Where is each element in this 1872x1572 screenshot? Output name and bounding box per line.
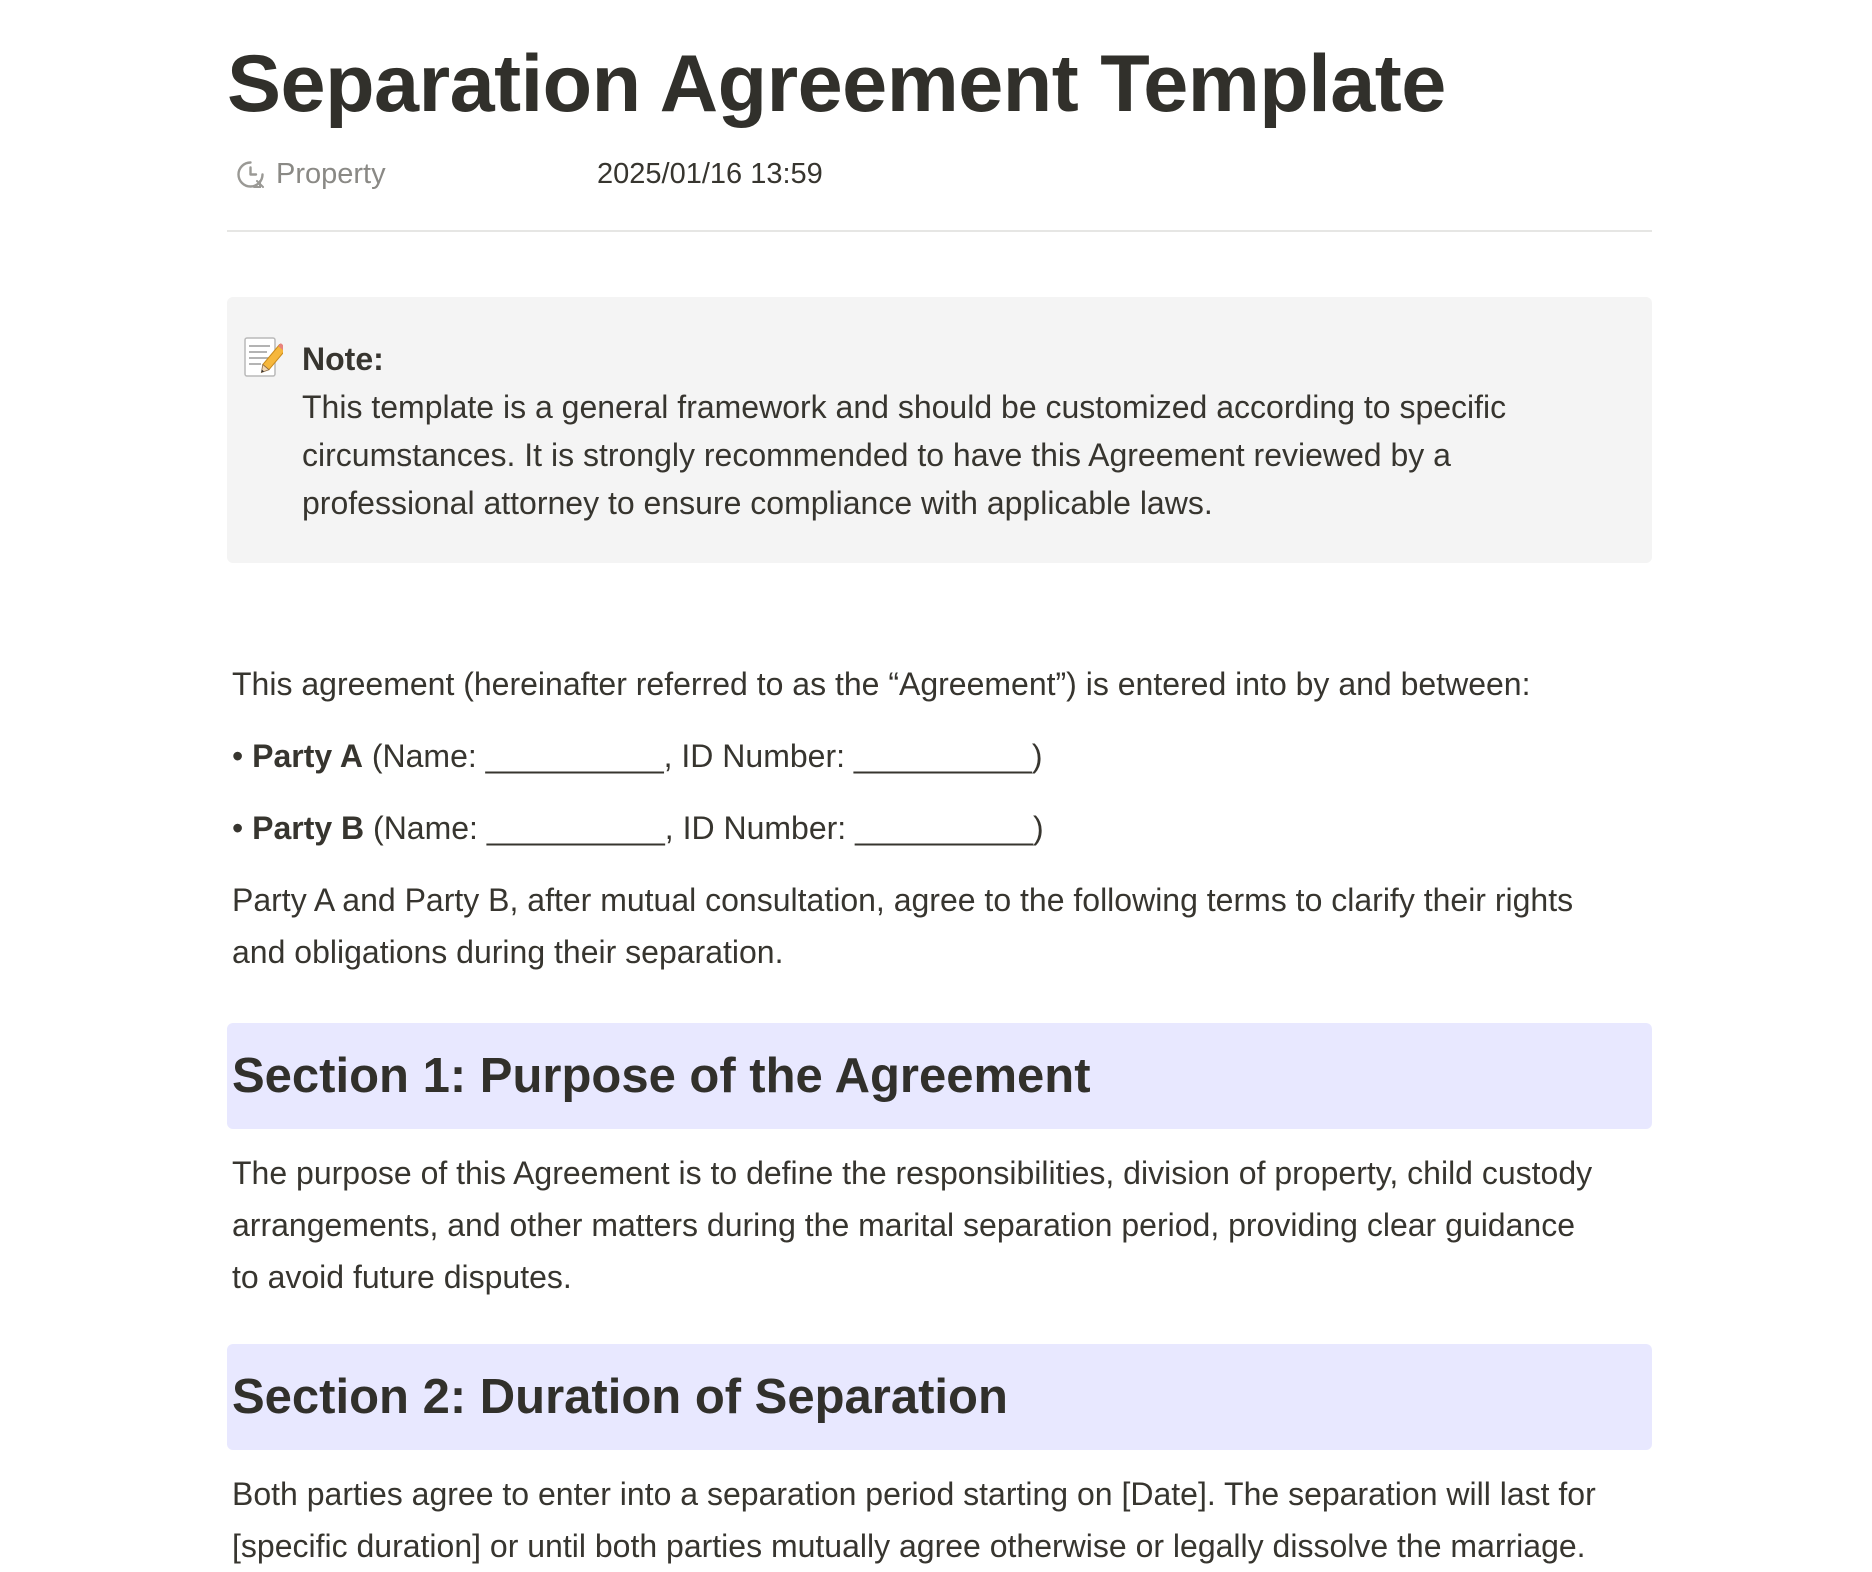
page-title[interactable]: Separation Agreement Template <box>227 39 1446 129</box>
consultation-line: and obligations during their separation. <box>232 934 784 970</box>
property-label: Property <box>276 157 386 190</box>
section-1-line: arrangements, and other matters during the marital separation period, providing clear guidance <box>232 1207 1575 1243</box>
note-callout[interactable] <box>227 297 1652 563</box>
bullet-marker: • <box>232 738 244 774</box>
intro-paragraph[interactable]: This agreement (hereinafter referred to as the “Agreement”) is entered into by and between: <box>232 666 1531 702</box>
party-a-item[interactable] <box>227 730 1652 782</box>
property-name[interactable] <box>227 158 597 191</box>
consultation-line: Party A and Party B, after mutual consultation, agree to the following terms to clarify their rights <box>232 882 1574 918</box>
bullet-marker: • <box>232 810 244 846</box>
property-value[interactable]: 2025/01/16 13:59 <box>597 157 823 190</box>
callout-line: circumstances. It is strongly recommended to have this Agreement reviewed by a <box>302 437 1451 473</box>
party-b-details: (Name: __________, ID Number: __________) <box>364 810 1044 846</box>
callout-line: professional attorney to ensure compliance with applicable laws. <box>302 485 1213 521</box>
property-row[interactable] <box>227 150 1652 198</box>
callout-title: Note: <box>302 341 384 377</box>
section-2-heading[interactable]: Section 2: Duration of Separation <box>227 1344 1652 1450</box>
clock-icon <box>235 159 266 190</box>
section-2-line: Both parties agree to enter into a separation period starting on [Date]. The separation will last for <box>232 1476 1596 1512</box>
party-a-details: (Name: __________, ID Number: __________) <box>362 738 1043 774</box>
memo-pencil-icon <box>243 335 283 379</box>
callout-body <box>302 335 1506 527</box>
party-a-label: Party A <box>252 738 363 774</box>
callout-line: This template is a general framework and should be customized according to specific <box>302 389 1507 425</box>
section-1-heading[interactable]: Section 1: Purpose of the Agreement <box>227 1023 1652 1129</box>
section-1-body[interactable] <box>227 1147 1652 1303</box>
document-page <box>227 0 1652 1572</box>
divider <box>227 230 1652 232</box>
consultation-paragraph[interactable] <box>227 874 1652 978</box>
section-1-line: to avoid future disputes. <box>232 1259 572 1295</box>
party-b-label: Party B <box>252 810 365 846</box>
party-b-item[interactable] <box>227 802 1652 854</box>
section-2-line: [specific duration] or until both parties mutually agree otherwise or legally dissolve the marriage. <box>232 1528 1586 1564</box>
section-1-line: The purpose of this Agreement is to define the responsibilities, division of property, child custody <box>232 1155 1593 1191</box>
section-2-body[interactable] <box>227 1468 1652 1572</box>
